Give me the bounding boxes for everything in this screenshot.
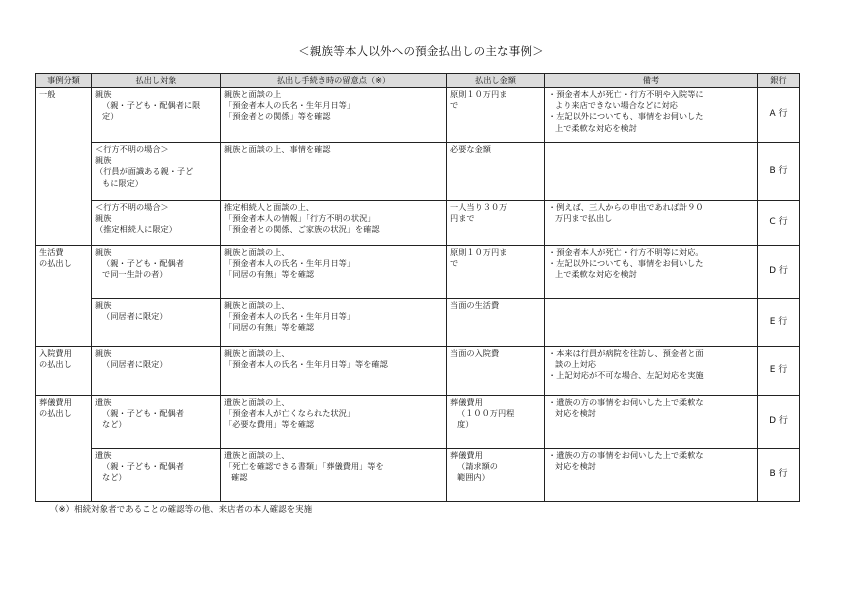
category-funeral: 葬儀費用 の払出し <box>36 396 92 502</box>
header-remarks: 備考 <box>545 74 758 88</box>
remarks-cell: ・遺族の方の事情をお伺いした上で柔軟な 対応を検討 <box>545 449 758 502</box>
amount-cell: 必要な金額 <box>447 143 545 201</box>
table-row <box>36 88 800 143</box>
table-row <box>36 246 800 299</box>
bank-cell: E 行 <box>758 347 800 396</box>
target-cell: 親族 （同居者に限定） <box>92 299 221 347</box>
target-cell: ＜行方不明の場合＞ 親族 （推定相続人に限定） <box>92 201 221 246</box>
target-cell: ＜行方不明の場合＞ 親族 （行員が面識ある親・子ど もに限定） <box>92 143 221 201</box>
category-living: 生活費 の払出し <box>36 246 92 347</box>
procedure-cell: 親族と面談の上、事情を確認 <box>221 143 447 201</box>
amount-cell: 原則１０万円ま で <box>447 88 545 143</box>
footnote: （※）相続対象者であることの確認等の他、来店者の本人確認を実施 <box>50 505 313 515</box>
page-title: ＜親族等本人以外への預金払出しの主な事例＞ <box>298 44 544 58</box>
remarks-cell <box>545 299 758 347</box>
remarks-cell: ・本来は行員が病院を往訪し、預金者と面 談の上対応 ・上記対応が不可な場合、左記対応を実施 <box>545 347 758 396</box>
bank-cell: C 行 <box>758 201 800 246</box>
table-row <box>36 201 800 246</box>
category-hospital: 入院費用 の払出し <box>36 347 92 396</box>
bank-cell: B 行 <box>758 449 800 502</box>
header-procedure: 払出し手続き時の留意点（※） <box>221 74 447 88</box>
header-bank: 銀行 <box>758 74 800 88</box>
target-cell: 親族 （同居者に限定） <box>92 347 221 396</box>
amount-cell: 一人当り３０万 円まで <box>447 201 545 246</box>
bank-cell: D 行 <box>758 246 800 299</box>
remarks-cell: ・預金者本人が死亡・行方不明等に対応。 ・左記以外についても、事情をお伺いした 上で柔軟な対応を検討 <box>545 246 758 299</box>
bank-cell: B 行 <box>758 143 800 201</box>
procedure-cell: 親族と面談の上 「預金者本人の氏名・生年月日等」 「預金者との関係」等を確認 <box>221 88 447 143</box>
target-cell: 遺族 （親・子ども・配偶者 など） <box>92 449 221 502</box>
target-cell: 遺族 （親・子ども・配偶者 など） <box>92 396 221 449</box>
bank-cell: D 行 <box>758 396 800 449</box>
header-row <box>36 74 800 88</box>
procedure-cell: 遺族と面談の上、 「死亡を確認できる書類」「葬儀費用」等を 確認 <box>221 449 447 502</box>
amount-cell: 原則１０万円ま で <box>447 246 545 299</box>
table-row <box>36 299 800 347</box>
procedure-cell: 推定相続人と面談の上、 「預金者本人の情報」「行方不明の状況」 「預金者との関係、ご家族の状況」を確認 <box>221 201 447 246</box>
remarks-cell: ・預金者本人が死亡・行方不明や入院等に より来店できない場合などに対応 ・左記以外についても、事情をお伺いした 上で柔軟な対応を検討 <box>545 88 758 143</box>
target-cell: 親族 （親・子ども・配偶者に限 定） <box>92 88 221 143</box>
header-category: 事例分類 <box>36 74 92 88</box>
amount-cell: 当面の入院費 <box>447 347 545 396</box>
table-row <box>36 396 800 449</box>
category-general: 一般 <box>36 88 92 246</box>
amount-cell: 当面の生活費 <box>447 299 545 347</box>
procedure-cell: 親族と面談の上、 「預金者本人の氏名・生年月日等」 「同居の有無」等を確認 <box>221 299 447 347</box>
table-row <box>36 449 800 502</box>
procedure-cell: 親族と面談の上、 「預金者本人の氏名・生年月日等」等を確認 <box>221 347 447 396</box>
procedure-cell: 遺族と面談の上、 「預金者本人が亡くなられた状況」 「必要な費用」等を確認 <box>221 396 447 449</box>
target-cell: 親族 （親・子ども・配偶者 で同一生計の者） <box>92 246 221 299</box>
header-amount: 払出し金額 <box>447 74 545 88</box>
amount-cell: 葬儀費用 （請求額の 範囲内） <box>447 449 545 502</box>
remarks-cell: ・遺族の方の事情をお伺いした上で柔軟な 対応を検討 <box>545 396 758 449</box>
table-row <box>36 347 800 396</box>
bank-cell: E 行 <box>758 299 800 347</box>
remarks-cell <box>545 143 758 201</box>
procedure-cell: 親族と面談の上、 「預金者本人の氏名・生年月日等」 「同居の有無」等を確認 <box>221 246 447 299</box>
table-row <box>36 143 800 201</box>
bank-cell: A 行 <box>758 88 800 143</box>
cases-table <box>35 73 800 502</box>
amount-cell: 葬儀費用 （１００万円程 度） <box>447 396 545 449</box>
header-target: 払出し対象 <box>92 74 221 88</box>
remarks-cell: ・例えば、三人からの申出であれば計９０ 万円まで払出し <box>545 201 758 246</box>
